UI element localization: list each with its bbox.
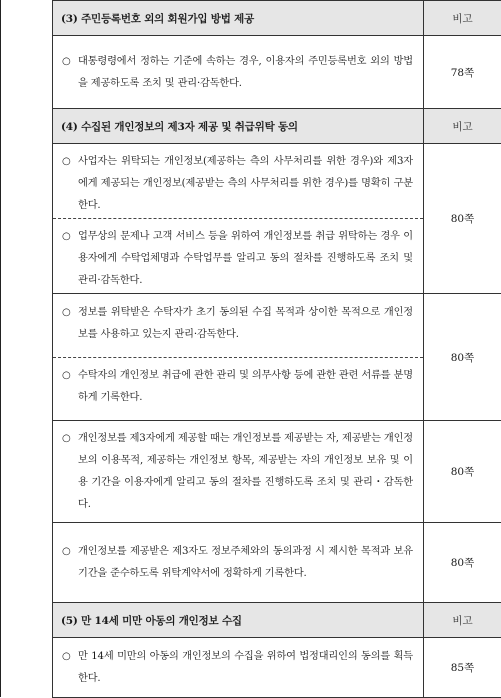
- page-reference: 78쪽: [424, 36, 501, 109]
- item-text: 만 14세 미만의 아동의 개인정보의 수집을 위하여 법정대리인의 동의를 획득한다.: [78, 651, 413, 684]
- bullet-icon: ○: [62, 365, 71, 387]
- item-text: 업무상의 문제나 고객 서비스 등을 위하여 개인정보를 취급 위탁하는 경우 이용자에게 수탁업체명과 수탁업무를 알리고 동의 절차를 진행하도록 조치 및 관리·감독한다.: [78, 231, 413, 286]
- item-text: 정보를 위탁받은 수탁자가 초기 동의된 수집 목적과 상이한 목적으로 개인정보를 사용하고 있는지 관리·감독한다.: [78, 307, 413, 340]
- section-header-row: [53, 603, 501, 638]
- bullet-icon: ○: [62, 646, 71, 668]
- list-item: [53, 534, 423, 591]
- page-reference: 80쪽: [424, 421, 501, 523]
- list-item: [53, 218, 423, 293]
- section-title: (4) 수집된 개인정보의 제3자 제공 및 취급위탁 동의: [53, 109, 424, 144]
- item-group-row: [53, 421, 501, 523]
- item-group-row: [53, 523, 501, 603]
- note-header: 비고: [424, 109, 501, 144]
- list-item: [53, 295, 423, 357]
- item-group-row: [53, 144, 501, 294]
- section-title: (5) 만 14세 미만 아동의 개인정보 수집: [53, 603, 424, 638]
- list-item: [53, 44, 423, 101]
- bullet-icon: ○: [62, 51, 71, 73]
- bullet-icon: ○: [62, 428, 71, 450]
- section-header-row: [53, 109, 501, 144]
- list-item: [53, 639, 423, 696]
- checklist-table: [52, 0, 501, 698]
- item-text: 개인정보를 제3자에게 제공할 때는 개인정보를 제공받는 자, 제공받는 개인정보의 이용목적, 제공하는 개인정보 항목, 제공받는 자의 개인정보 보유 및 이용 기간을 이용자에게 알리고 동의 절차를 진행하도록 조치 및 관리・감독한다.: [78, 433, 413, 510]
- bullet-icon: ○: [62, 151, 71, 173]
- note-header: 비고: [424, 603, 501, 638]
- list-item: [53, 144, 423, 218]
- page-reference: 85쪽: [424, 638, 501, 698]
- page-reference: 80쪽: [424, 523, 501, 603]
- item-text: 수탁자의 개인정보 취급에 관한 관리 및 의무사항 등에 관한 관련 서류를 분명하게 기록한다.: [78, 370, 413, 403]
- bullet-icon: ○: [62, 226, 71, 248]
- bullet-icon: ○: [62, 541, 71, 563]
- item-text: 개인정보를 제공받은 제3자도 정보주체와의 동의과정 시 제시한 목적과 보유기간을 준수하도록 위탁계약서에 정확하게 기록한다.: [78, 546, 413, 579]
- note-header: 비고: [424, 1, 501, 36]
- page-reference: 80쪽: [424, 144, 501, 294]
- left-margin-rule: [0, 0, 1, 697]
- list-item: [53, 357, 423, 420]
- list-item: [53, 421, 423, 522]
- page-reference: 80쪽: [424, 294, 501, 421]
- item-text: 사업자는 위탁되는 개인정보(제공하는 측의 사무처리를 위한 경우)와 제3자에게 제공되는 개인정보(제공받는 측의 사무처리를 위한 경우)를 명확히 구분한다.: [78, 156, 413, 211]
- item-text: 대통령령에서 정하는 기준에 속하는 경우, 이용자의 주민등록번호 외의 방법을 제공하도록 조치 및 관리·감독한다.: [78, 56, 413, 89]
- section-title: (3) 주민등록번호 외의 회원가입 방법 제공: [53, 1, 424, 36]
- item-group-row: [53, 36, 501, 109]
- item-group-row: [53, 294, 501, 421]
- section-header-row: [53, 1, 501, 36]
- item-group-row: [53, 638, 501, 698]
- bullet-icon: ○: [62, 302, 71, 324]
